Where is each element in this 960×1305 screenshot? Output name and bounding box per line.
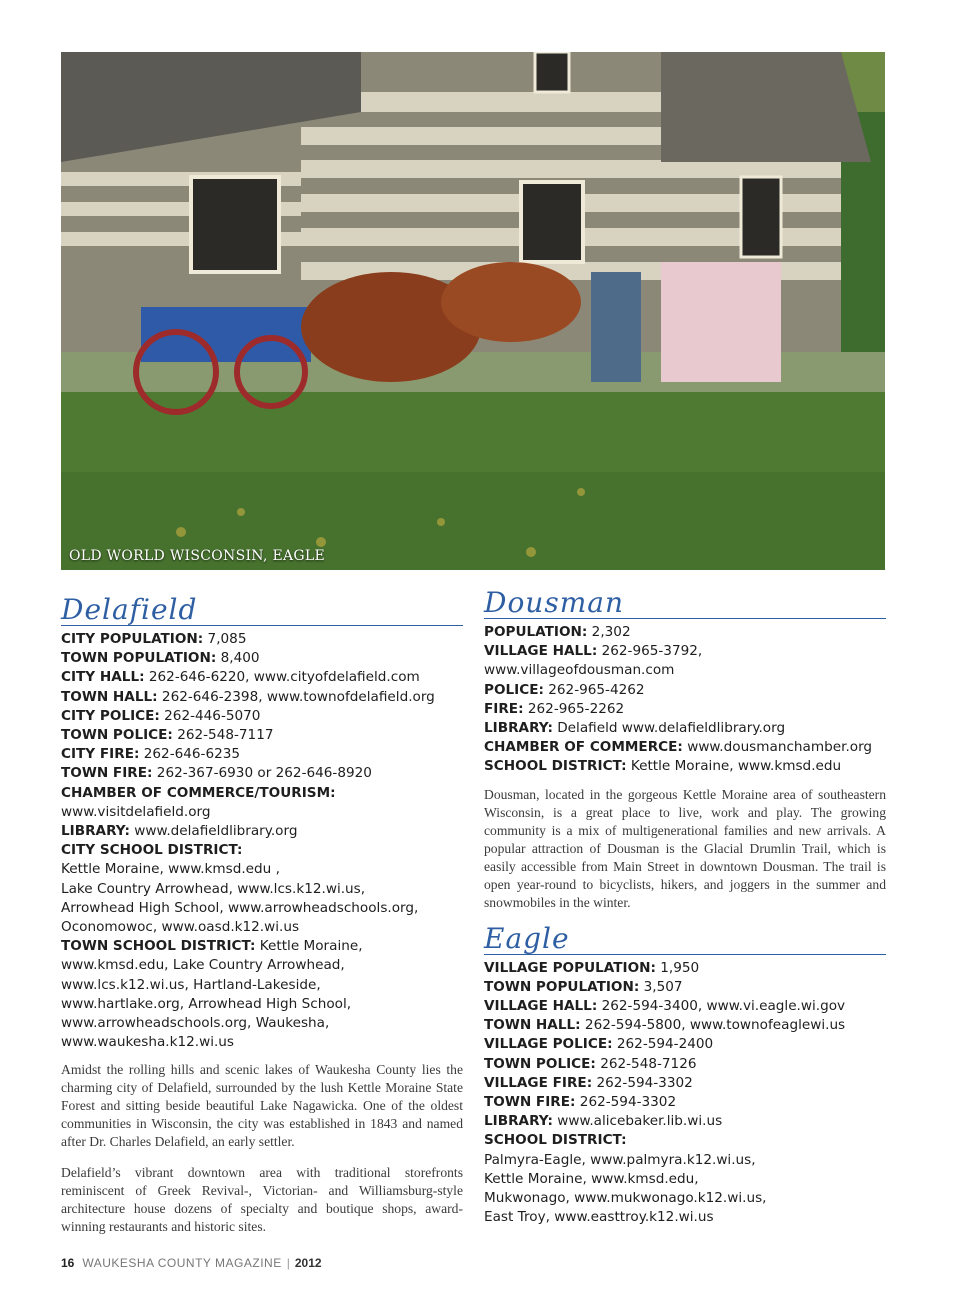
fact-value: www.hartlake.org, Arrowhead High School, [61, 995, 352, 1012]
fact-label: TOWN HALL: [484, 1017, 581, 1034]
fact-value: East Troy, www.easttroy.k12.wi.us [484, 1209, 714, 1226]
fact-value: Kettle Moraine, www.kmsd.edu , [61, 861, 280, 878]
fact-value: 262-646-6220, www.cityofdelafield.com [144, 669, 420, 686]
fact-label: FIRE: [484, 700, 524, 717]
fact-value: 262-594-3400, www.vi.eagle.wi.gov [597, 998, 846, 1015]
fact-value: 1,950 [655, 959, 700, 976]
fact-value: Mukwonago, www.mukwonago.k12.wi.us, [484, 1190, 767, 1207]
fact-value: 8,400 [216, 650, 260, 667]
farm-scene-illustration [61, 52, 885, 570]
fact-label: TOWN SCHOOL DISTRICT: [61, 938, 256, 955]
fact-value: 262-965-2262 [523, 700, 625, 717]
eagle-heading: Eagle [484, 925, 886, 955]
fact-value: Kettle Moraine, www.kmsd.edu, [484, 1170, 699, 1187]
magazine-name: WAUKESHA COUNTY MAGAZINE [82, 1256, 282, 1270]
fact-value: 262-367-6930 or 262-646-8920 [152, 765, 372, 782]
fact-value: Oconomowoc, www.oasd.k12.wi.us [61, 919, 300, 936]
fact-line [61, 995, 463, 1014]
fact-label: CITY SCHOOL DISTRICT: [61, 842, 243, 859]
fact-label: SCHOOL DISTRICT: [484, 758, 627, 775]
fact-label: CITY FIRE: [61, 746, 140, 763]
fact-label: VILLAGE POPULATION: [484, 959, 656, 976]
fact-label: TOWN POPULATION: [61, 650, 217, 667]
fact-value: 262-594-3302 [575, 1094, 677, 1111]
fact-line [484, 681, 886, 700]
fact-label: CITY HALL: [61, 669, 145, 686]
fact-value: 7,085 [203, 631, 247, 647]
fact-line [61, 899, 463, 918]
fact-line [484, 661, 886, 680]
fact-label: TOWN FIRE: [61, 765, 153, 782]
fact-label: CHAMBER OF COMMERCE: [484, 739, 683, 756]
fact-line [484, 1016, 886, 1035]
fact-line [484, 1112, 886, 1131]
fact-line [61, 976, 463, 995]
fact-label: POPULATION: [484, 624, 588, 640]
fact-value: Lake Country Arrowhead, www.lcs.k12.wi.us, [61, 880, 366, 897]
fact-line [61, 803, 463, 822]
fact-line [61, 918, 463, 937]
fact-label: CITY POLICE: [61, 707, 160, 724]
fact-label: TOWN POPULATION: [484, 978, 640, 995]
fact-value: 2,302 [587, 624, 631, 640]
fact-line [484, 1189, 886, 1208]
fact-line [61, 1033, 463, 1052]
hero-photo [61, 52, 885, 570]
fact-label: CITY POPULATION: [61, 631, 204, 647]
right-column [484, 586, 886, 1227]
fact-line [484, 623, 886, 642]
fact-value: Kettle Moraine, www.kmsd.edu [626, 758, 842, 775]
fact-label: SCHOOL DISTRICT: [484, 1132, 627, 1149]
fact-line [61, 726, 463, 745]
fact-label: VILLAGE HALL: [484, 643, 598, 660]
fact-line [484, 978, 886, 997]
fact-label: LIBRARY: [484, 1113, 553, 1130]
fact-value: 262-446-5070 [159, 707, 261, 724]
fact-value: 262-594-5800, www.townofeaglewi.us [580, 1017, 846, 1034]
fact-value: www.arrowheadschools.org, Waukesha, [61, 1015, 330, 1032]
fact-line [61, 688, 463, 707]
fact-line [61, 822, 463, 841]
eagle-section [484, 921, 886, 1228]
fact-line [61, 630, 463, 649]
fact-label: LIBRARY: [61, 823, 130, 840]
delafield-facts [61, 630, 463, 1052]
fact-label: VILLAGE FIRE: [484, 1074, 593, 1091]
fact-line [61, 880, 463, 899]
fact-label: TOWN FIRE: [484, 1094, 576, 1111]
fact-value: 262-646-2398, www.townofdelafield.org [157, 688, 435, 705]
issue-year: 2012 [294, 1256, 322, 1270]
fact-value: www.dousmanchamber.org [682, 739, 873, 756]
fact-value: www.visitdelafield.org [61, 803, 211, 820]
fact-line [484, 1055, 886, 1074]
fact-value: www.waukesha.k12.wi.us [61, 1034, 234, 1051]
dousman-paragraph: Dousman, located in the gorgeous Kettle Moraine area of southeastern Wisconsin, is a great place to live, work and play. The growing community is a mix of multigenerational families and new arrivals. A popular attraction of Dousman is the Glacial Drumlin Trail, which is easily accessible from Main Street in downtown Dousman. The trail is open year-round to bicyclists, hikers, and joggers in the summer and snowmobiles in the winter. [484, 786, 886, 910]
fact-line [484, 1035, 886, 1054]
fact-line [61, 937, 463, 956]
fact-line [484, 1131, 886, 1150]
delafield-paragraph: Delafield’s vibrant downtown area with traditional storefronts reminiscent of Greek Revival-, Victorian- and Williamsburg-style architecture house dozens of specialty and boutique shops, award-winning restaurants and historic sites. [61, 1165, 463, 1235]
fact-label: VILLAGE HALL: [484, 998, 598, 1015]
footer-separator: | [286, 1256, 290, 1270]
fact-line [61, 841, 463, 860]
fact-line [484, 1151, 886, 1170]
delafield-section [61, 593, 463, 1249]
fact-line [484, 1074, 886, 1093]
fact-label: TOWN POLICE: [484, 1055, 596, 1072]
eagle-facts [484, 959, 886, 1228]
fact-value: 262-965-4262 [543, 681, 645, 698]
fact-line [61, 668, 463, 687]
dousman-facts [484, 623, 886, 777]
dousman-heading: Dousman [484, 589, 886, 619]
fact-line [61, 956, 463, 975]
fact-value: 262-965-3792, [597, 643, 703, 660]
dousman-section [484, 586, 886, 912]
fact-value: Arrowhead High School, www.arrowheadschools.org, [61, 899, 419, 916]
fact-line [484, 757, 886, 776]
fact-value: www.alicebaker.lib.wi.us [552, 1113, 723, 1130]
fact-label: TOWN POLICE: [61, 727, 173, 744]
fact-line [484, 642, 886, 661]
page-number: 16 [61, 1256, 75, 1270]
dousman-body [484, 786, 886, 912]
fact-label: TOWN HALL: [61, 688, 158, 705]
delafield-heading: Delafield [61, 596, 463, 626]
fact-value: Palmyra-Eagle, www.palmyra.k12.wi.us, [484, 1151, 756, 1168]
fact-value: www.kmsd.edu, Lake Country Arrowhead, [61, 957, 345, 974]
fact-label: CHAMBER OF COMMERCE/TOURISM: [61, 784, 336, 801]
fact-line [484, 719, 886, 738]
delafield-paragraph: Amidst the rolling hills and scenic lakes of Waukesha County lies the charming city of Delafield, surrounded by the lush Kettle Moraine State Forest and sitting beside beautiful Lake Nagawicka. One of the oldest communities in Wisconsin, the city was established in 1843 and named after Dr. Charles Delafield, an early settler. [61, 1062, 463, 1150]
fact-line [484, 959, 886, 978]
fact-line [484, 700, 886, 719]
fact-label: VILLAGE POLICE: [484, 1036, 613, 1053]
fact-value: 262-594-3302 [592, 1074, 693, 1091]
fact-line [61, 860, 463, 879]
fact-line [61, 1014, 463, 1033]
fact-value: 262-548-7126 [595, 1055, 697, 1072]
fact-value: 3,507 [639, 978, 683, 995]
fact-line [484, 1208, 886, 1227]
fact-value: Delafield www.delafieldlibrary.org [552, 720, 786, 737]
fact-value: www.lcs.k12.wi.us, Hartland-Lakeside, [61, 976, 321, 993]
fact-label: POLICE: [484, 681, 544, 698]
fact-value: 262-646-6235 [139, 746, 241, 763]
fact-line [61, 745, 463, 764]
fact-label: LIBRARY: [484, 720, 553, 737]
fact-line [484, 738, 886, 757]
fact-line [484, 1093, 886, 1112]
fact-value: www.villageofdousman.com [484, 662, 675, 679]
page-footer [61, 1256, 322, 1270]
fact-value: 262-548-7117 [172, 727, 274, 744]
fact-line [484, 997, 886, 1016]
delafield-body [61, 1061, 463, 1236]
fact-line [484, 1170, 886, 1189]
fact-value: 262-594-2400 [612, 1036, 714, 1053]
photo-caption: OLD WORLD WISCONSIN, EAGLE [69, 548, 325, 564]
fact-value: Kettle Moraine, [255, 938, 363, 955]
fact-line [61, 764, 463, 783]
fact-line [61, 649, 463, 668]
fact-value: www.delafieldlibrary.org [129, 823, 298, 840]
fact-line [61, 707, 463, 726]
fact-line [61, 784, 463, 803]
